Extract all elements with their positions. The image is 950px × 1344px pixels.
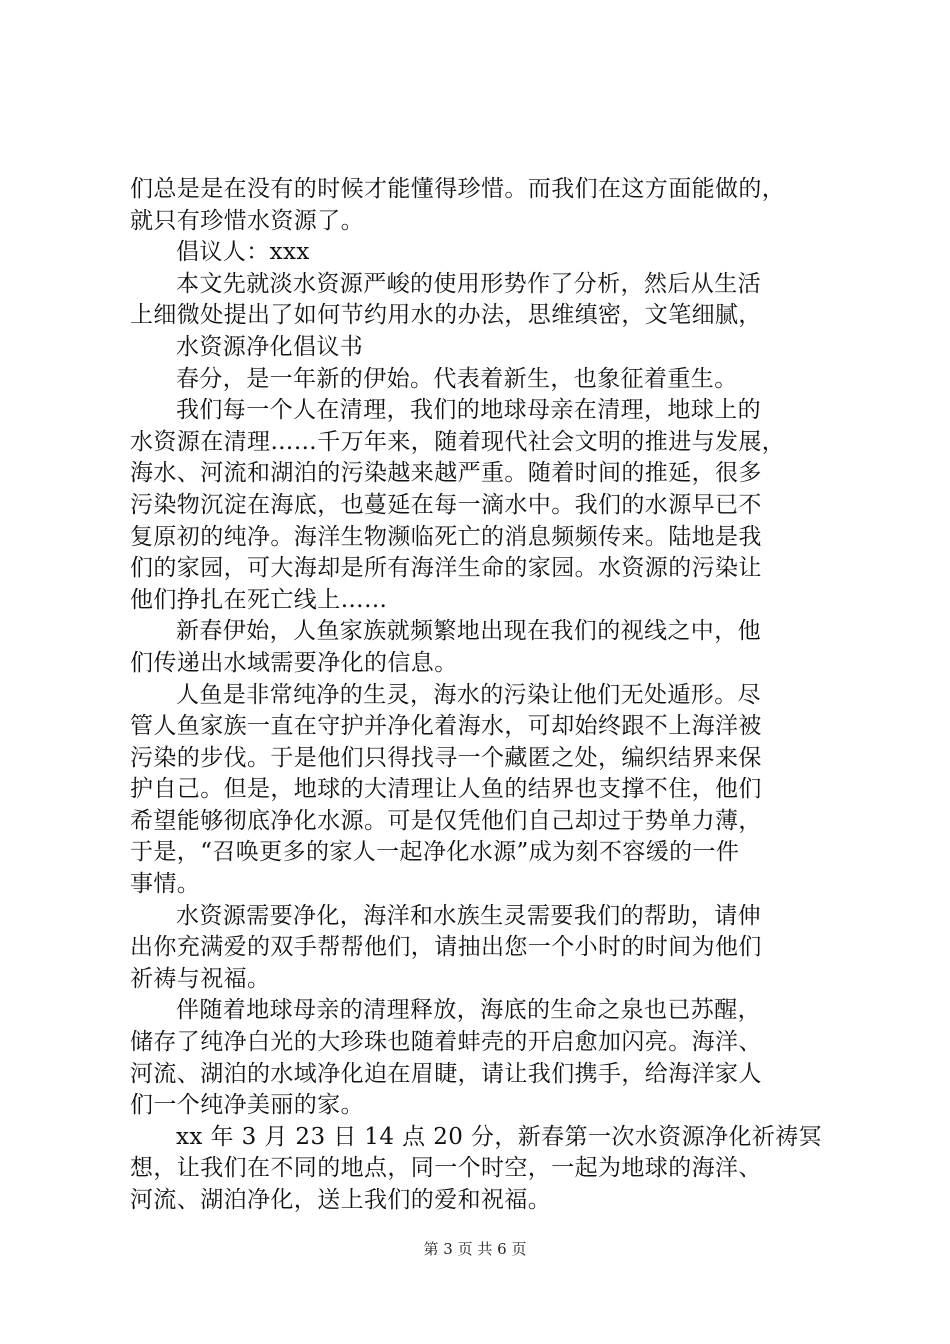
text-line: 祈祷与祝福。 (130, 965, 271, 992)
text-line: 们传递出水域需要净化的信息。 (130, 649, 458, 676)
text-line: xx 年 3 月 23 日 14 点 20 分，新春第一次水资源净化祈祷冥 (176, 1123, 822, 1150)
text-line: 想，让我们在不同的地点，同一个时空，一起为地球的海洋、 (130, 1155, 762, 1182)
text-line: 河流、湖泊净化，送上我们的爱和祝福。 (130, 1187, 552, 1213)
text-line: 护自己。但是，地球的大清理让人鱼的结界也支撑不住，他们 (130, 776, 762, 803)
text-line: 们一个纯净美丽的家。 (130, 1092, 364, 1119)
text-line: 事情。 (130, 871, 201, 898)
text-line: 海水、河流和湖泊的污染越来越严重。随着时间的推延，很多 (130, 460, 762, 487)
text-line: 于是，“召唤更多的家人一起净化水源”成为刻不容缓的一件 (130, 839, 740, 866)
text-line: 人鱼是非常纯净的生灵，海水的污染让他们无处遁形。尽 (176, 681, 761, 708)
text-line: 就只有珍惜水资源了。 (130, 207, 364, 234)
text-line: 们总是是在没有的时候才能懂得珍惜。而我们在这方面能做的， (130, 176, 786, 202)
page-footer: 第 3 页 共 6 页 (423, 1240, 527, 1258)
text-line: 伴随着地球母亲的清理释放，海底的生命之泉也已苏醒， (176, 997, 761, 1024)
text-line: 水资源在清理……千万年来，随着现代社会文明的推进与发展， (130, 428, 786, 455)
text-line: 水资源需要净化，海洋和水族生灵需要我们的帮助，请伸 (176, 902, 761, 929)
text-line: 新春伊始，人鱼家族就频繁地出现在我们的视线之中，他 (176, 618, 761, 645)
text-line: 出你充满爱的双手帮帮他们，请抽出您一个小时的时间为他们 (130, 934, 762, 961)
text-line: 储存了纯净白光的大珍珠也随着蚌壳的开启愈加闪亮。海洋、 (130, 1029, 762, 1056)
text-line: 上细微处提出了如何节约用水的办法，思维缜密，文笔细腻， (130, 302, 762, 329)
text-line: 本文先就淡水资源严峻的使用形势作了分析，然后从生活 (176, 270, 761, 297)
text-line: 污染的步伐。于是他们只得找寻一个藏匿之处，编织结界来保 (130, 744, 762, 771)
text-line: 复原初的纯净。海洋生物濒临死亡的消息频频传来。陆地是我 (130, 523, 762, 550)
text-line: 污染物沉淀在海底，也蔓延在每一滴水中。我们的水源早已不 (130, 491, 762, 518)
text-line: 倡议人：xxx (176, 239, 310, 266)
document-body (130, 174, 830, 1217)
text-line: 希望能够彻底净化水源。可是仅凭他们自己却过于势单力薄， (130, 807, 762, 834)
text-line: 他们挣扎在死亡线上…… (130, 586, 388, 613)
text-line: 我们每一个人在清理，我们的地球母亲在清理，地球上的 (176, 397, 761, 424)
text-line: 管人鱼家族一直在守护并净化着海水，可却始终跟不上海洋被 (130, 713, 762, 740)
text-line: 水资源净化倡议书 (176, 333, 364, 360)
text-line: 春分，是一年新的伊始。代表着新生，也象征着重生。 (176, 365, 738, 392)
text-line: 们的家园，可大海却是所有海洋生命的家园。水资源的污染让 (130, 555, 762, 582)
text-line: 河流、湖泊的水域净化迫在眉睫，请让我们携手，给海洋家人 (130, 1060, 762, 1087)
